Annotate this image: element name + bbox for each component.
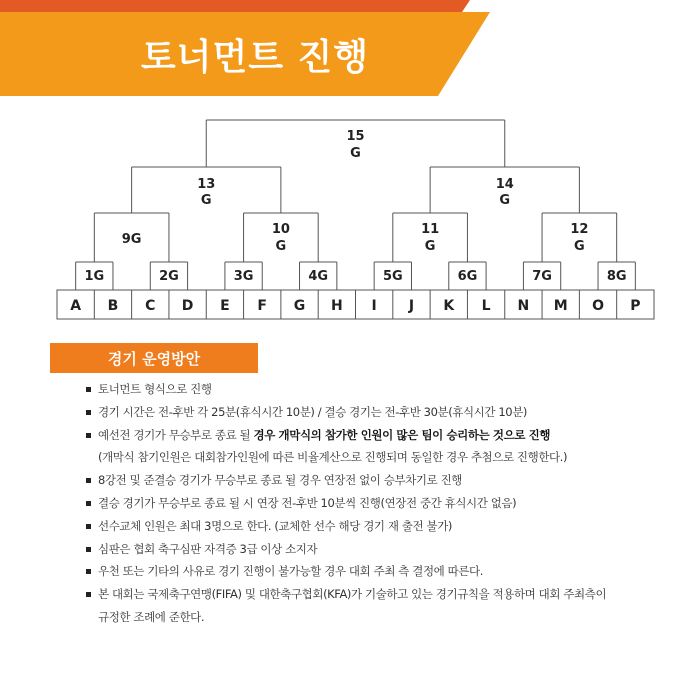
final-suffix: G	[350, 146, 361, 161]
quarter-number: 12	[570, 222, 589, 237]
rule-item	[78, 515, 678, 538]
rule-item	[78, 378, 678, 401]
match-label: 2G	[159, 269, 179, 284]
semi-suffix: G	[200, 193, 212, 208]
section-heading: 경기 운영방안	[50, 343, 258, 373]
team-label: K	[443, 298, 455, 314]
match-label: 3G	[233, 269, 254, 284]
rule-text: 선수교체 인원은 최대 3명으로 한다. (교체한 선수 해당 경기 재 출전 불가)	[98, 518, 453, 533]
rule-text: 예선전 경기가 무승부로 종료 될	[98, 427, 254, 442]
quarter-number: 11	[421, 222, 440, 237]
match-label: 7G	[532, 269, 552, 284]
team-label: J	[408, 298, 415, 314]
rule-text: 결승 경기가 무승부로 종료 될 시 연장 전-후반 10분씩 진행(연장전 중간 휴식시간 없음)	[98, 495, 517, 510]
team-label: A	[70, 298, 82, 314]
rule-text: (개막식 참기인원은 대회참가인원에 따른 비율계산으로 진행되며 동일한 경우 추첨으로 진행한다.)	[98, 450, 568, 465]
quarter-label: 9G	[121, 232, 142, 247]
match-label: 4G	[308, 269, 329, 284]
page-title: 토너먼트 진행	[140, 36, 370, 78]
team-label: E	[220, 298, 230, 314]
rule-text: 본 대회는 국제축구연맹(FIFA) 및 대한축구협회(KFA)가 기술하고 있는 경기규칙을 적용하며 대회 주최측이	[98, 587, 607, 602]
team-label: O	[592, 298, 604, 314]
rules-list	[78, 378, 678, 629]
rule-text: 토너먼트 형식으로 진행	[98, 382, 212, 396]
final-number: 15	[346, 129, 365, 144]
team-label: M	[553, 298, 568, 314]
team-label: N	[517, 298, 530, 314]
team-label: I	[371, 298, 377, 314]
match-label: 1G	[84, 269, 105, 284]
rule-continuation	[78, 446, 678, 469]
quarter-number: 10	[271, 222, 290, 237]
team-label: L	[481, 298, 491, 314]
semi-number: 14	[495, 177, 514, 192]
rule-item	[78, 469, 678, 492]
quarter-suffix: G	[574, 239, 585, 254]
rule-item	[78, 560, 678, 583]
quarter-suffix: G	[424, 239, 436, 254]
rule-item	[78, 424, 678, 447]
match-label: 5G	[382, 269, 403, 284]
rule-text: 경기 시간은 전-후반 각 25분(휴식시간 10분) / 결승 경기는 전-후반 30분(휴식시간 10분)	[98, 404, 528, 419]
semi-suffix: G	[499, 193, 511, 208]
rule-item	[78, 401, 678, 424]
team-label: C	[145, 298, 156, 314]
team-label: D	[181, 298, 194, 314]
team-label: F	[257, 298, 268, 314]
team-label: P	[630, 298, 641, 314]
team-label: H	[330, 298, 343, 314]
rule-item	[78, 492, 678, 515]
rule-continuation	[78, 606, 678, 629]
rule-text: 규정한 조례에 준한다.	[98, 609, 205, 624]
tournament-bracket	[0, 0, 700, 340]
rule-item	[78, 538, 678, 561]
match-label: 6G	[457, 269, 478, 284]
team-label: G	[293, 298, 306, 314]
team-label: B	[107, 298, 119, 314]
rule-emphasis: 경우 개막식의 참가한 인원이 많은 팀이 승리하는 것으로 진행	[253, 427, 551, 442]
rule-item	[78, 583, 678, 606]
rule-text: 8강전 및 준결승 경기가 무승부로 종료 될 경우 연장전 없이 승부차기로 진행	[98, 473, 462, 488]
match-label: 8G	[606, 269, 627, 284]
rule-text: 우천 또는 기타의 사유로 경기 진행이 불가능할 경우 대회 주최 측 결정에 따른다.	[98, 564, 484, 579]
quarter-suffix: G	[275, 239, 287, 254]
semi-number: 13	[197, 177, 216, 192]
rule-text: 심판은 협회 축구심판 자격증 3급 이상 소지자	[98, 541, 318, 556]
